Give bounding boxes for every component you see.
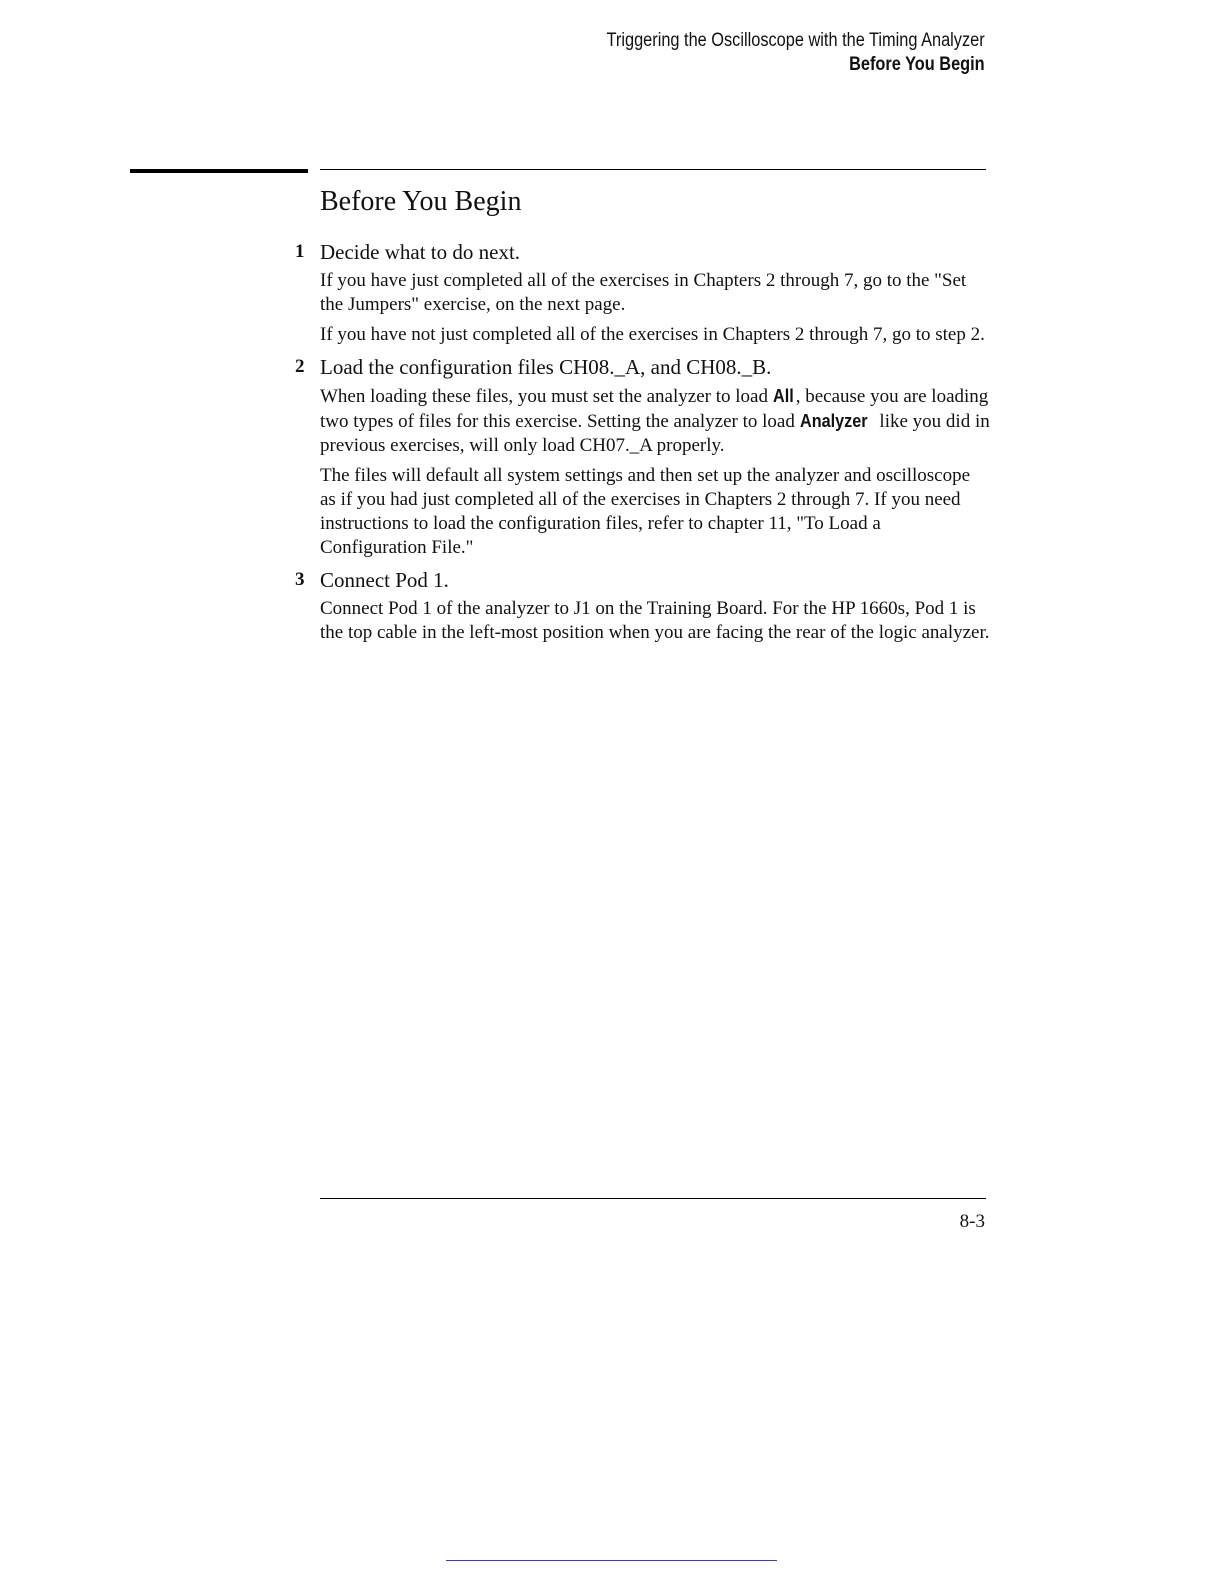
- step-paragraph: The files will default all system settings and then set up the analyzer and oscilloscope as if you had just completed all of the exercises in Chapters 2 through 7. If you need instructions to load the configuration files, refer to chapter 11, "To Load a Configuration File.": [320, 465, 971, 558]
- text-run: When loading these files, you must set the analyzer to load: [320, 386, 773, 407]
- step-paragraph: If you have just completed all of the exercises in Chapters 2 through 7, go to the "Set the Jumpers" exercise, on the next page.: [320, 270, 967, 315]
- step-paragraph: [320, 384, 990, 458]
- running-head-section: Before You Begin: [849, 54, 985, 75]
- step-number: 2: [295, 356, 305, 377]
- section-marker-rule: [130, 169, 308, 173]
- step-heading: [295, 238, 990, 266]
- running-head-chapter: Triggering the Oscilloscope with the Timing Analyzer: [606, 30, 985, 51]
- step-heading: [295, 353, 990, 381]
- step-heading-text: Connect Pod 1.: [320, 568, 449, 592]
- page-number: 8-3: [959, 1211, 985, 1232]
- step-2: [295, 353, 990, 560]
- text-run: , because you are loading two types of files for this exercise. Setting the analyzer to load: [320, 386, 989, 432]
- step-1: [295, 238, 990, 347]
- bottom-link-underline: [446, 1560, 777, 1561]
- steps-list: [295, 238, 990, 651]
- text-run: like you did in previous exercises, will only load CH07._A properly.: [320, 411, 990, 456]
- step-heading: [295, 566, 990, 594]
- step-number: 1: [295, 241, 305, 262]
- section-title: Before You Begin: [320, 186, 522, 217]
- keyword-all: All: [772, 386, 794, 406]
- step-paragraph: Connect Pod 1 of the analyzer to J1 on the Training Board. For the HP 1660s, Pod 1 is the top cable in the left-most position when you are facing the rear of the logic analyzer.: [320, 598, 990, 643]
- keyword-analyzer: Analyzer: [799, 411, 868, 431]
- step-heading-text: Decide what to do next.: [320, 240, 521, 264]
- step-heading-text: Load the configuration files CH08._A, and CH08._B.: [320, 355, 772, 379]
- step-number: 3: [295, 569, 305, 590]
- running-head: [607, 29, 985, 77]
- section-top-rule: [320, 169, 986, 170]
- footer-rule: [320, 1198, 986, 1199]
- step-3: [295, 566, 990, 645]
- step-paragraph: If you have not just completed all of the exercises in Chapters 2 through 7, go to step 2.: [320, 324, 985, 345]
